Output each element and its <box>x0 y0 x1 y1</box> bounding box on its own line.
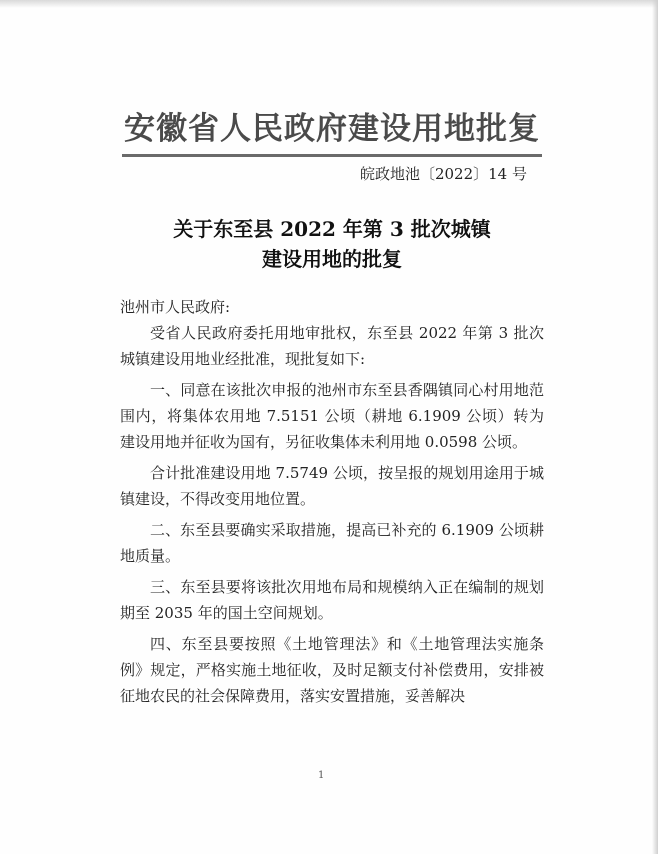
paragraph-item-1: 一、同意在该批次申报的池州市东至县香隅镇同心村用地范围内，将集体农用地 7.5151 公顷（耕地 6.1909 公顷）转为建设用地并征收为国有，另征收集体未利用地 0.0598 公顷。 <box>120 381 544 451</box>
scan-shadow-top <box>0 0 658 8</box>
document-title-line-2: 建设用地的批复 <box>262 247 402 271</box>
paragraph-item-2: 二、东至县要确实采取措施，提高已补充的 6.1909 公顷耕地质量。 <box>120 521 544 565</box>
paragraph-item-3: 三、东至县要将该批次用地布局和规模纳入正在编制的规划期至 2035 年的国土空间规划。 <box>120 578 544 622</box>
salutation: 池州市人民政府: <box>120 298 231 316</box>
document-body <box>120 294 544 714</box>
paragraph-total: 合计批准建设用地 7.5749 公顷，按呈报的规划用途用于城镇建设，不得改变用地位置。 <box>120 464 544 508</box>
paragraph-item-4: 四、东至县要按照《土地管理法》和《土地管理法实施条例》规定，严格实施土地征收，及时足额支付补偿费用，安排被征地农民的社会保障费用，落实安置措施，妥善解决 <box>120 635 544 705</box>
scan-shadow-right <box>652 0 658 854</box>
page-number: 1 <box>318 770 325 781</box>
paragraph-intro: 受省人民政府委托用地审批权，东至县 2022 年第 3 批次城镇建设用地业经批准，现批复如下: <box>120 324 544 368</box>
document-title-line-1: 关于东至县 2022 年第 3 批次城镇 <box>173 217 491 241</box>
document-title <box>120 214 544 274</box>
header-divider <box>122 154 542 157</box>
document-header-title: 安徽省人民政府建设用地批复 <box>124 111 540 147</box>
document-number: 皖政地池〔2022〕14 号 <box>359 165 527 183</box>
